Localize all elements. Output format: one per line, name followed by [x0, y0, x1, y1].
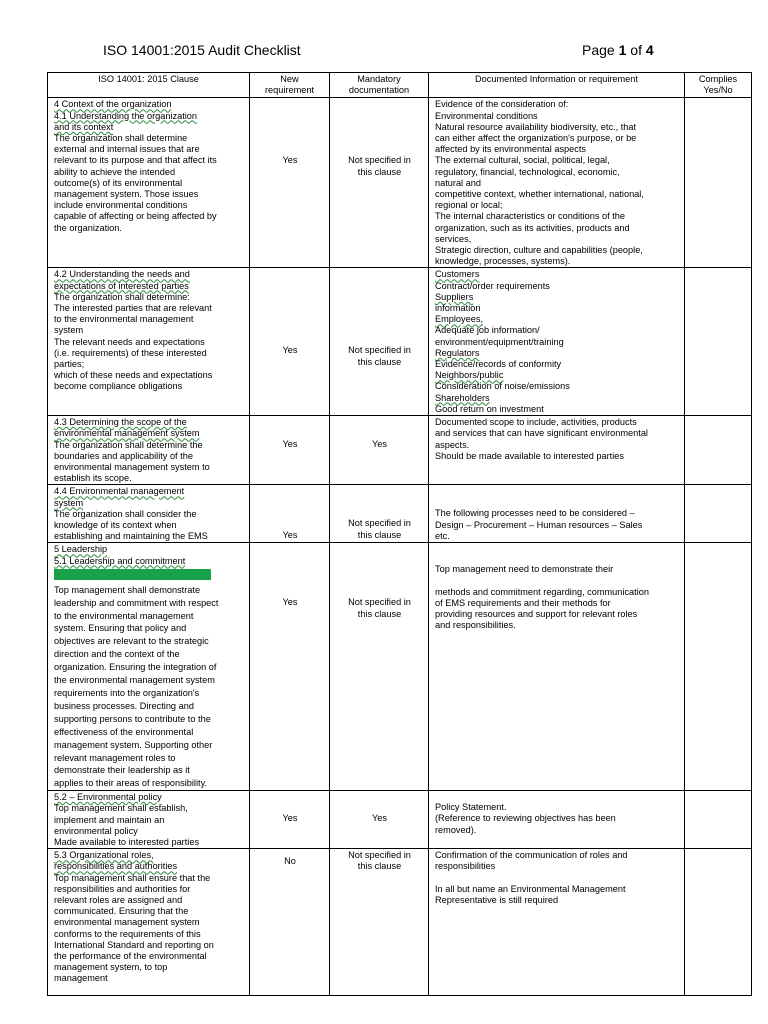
documented-information-cell: Documented scope to include, activities, products and services that can have significant environmental aspects. Should be made available to interested parties	[429, 416, 685, 485]
table-row	[48, 268, 752, 416]
table-row	[48, 98, 752, 268]
complies-cell[interactable]	[685, 98, 752, 268]
table-row	[48, 485, 752, 543]
mandatory-documentation-cell: Not specified in this clause	[330, 98, 429, 268]
page-indicator: Page 1 of 4	[582, 42, 654, 58]
documented-information-cell: The following processes need to be considered – Design – Procurement – Human resources – Sales etc.	[429, 485, 685, 543]
documented-information-cell: Policy Statement. (Reference to reviewing objectives has been removed).	[429, 791, 685, 849]
documented-information-cell: Top management need to demonstrate their methods and commitment regarding, communication of EMS requirements and their methods for providing resources and support for relevant roles and responsibilities.	[429, 543, 685, 791]
clause-cell: 5.3 Organizational roles, responsibilities and authorities Top management shall ensure that the responsibilities and authorities for relevant roles are assigned and communicated. Ensuring that the environmental management system conforms to the requirements of this International Standard and reporting on the performance of the environmental management system, to top management	[48, 849, 250, 996]
complies-cell[interactable]	[685, 543, 752, 791]
mandatory-documentation-cell: Not specified in this clause	[330, 849, 429, 996]
table-row	[48, 543, 752, 791]
new-requirement-cell: Yes	[250, 543, 330, 791]
new-requirement-cell: Yes	[250, 268, 330, 416]
highlight-bar	[54, 569, 211, 580]
clause-cell: 4 Context of the organization 4.1 Understanding the organization and its context The organization shall determine external and internal issues that are relevant to its purpose and that affect its ability to achieve the intended outcome(s) of its environmental management system. Those issues include environmental conditions capable of affecting or being affected by the organization.	[48, 98, 250, 268]
clause-cell: 4.2 Understanding the needs and expectations of interested parties The organization shall determine: The interested parties that are relevant to the environmental management system The relevant needs and expectations (i.e. requirements) of these interested parties; which of these needs and expectations become compliance obligations	[48, 268, 250, 416]
mandatory-documentation-cell: Not specified in this clause	[330, 485, 429, 543]
col-header-clause: ISO 14001: 2015 Clause	[48, 73, 250, 98]
document-title: ISO 14001:2015 Audit Checklist	[103, 42, 301, 58]
table-row	[48, 416, 752, 485]
complies-cell[interactable]	[685, 416, 752, 485]
audit-checklist-table	[47, 72, 752, 996]
col-header-mandatory-documentation: Mandatory documentation	[330, 73, 429, 98]
new-requirement-cell: Yes	[250, 98, 330, 268]
clause-cell: 5 Leadership 5.1 Leadership and commitment Top management shall demonstrate leadership and commitment with respect to the environmental management system. Ensuring that policy and objectives are relevant to the strategic direction and the context of the organization. Ensuring the integration of the environmental management system requirements into the organization's business processes. Directing and supporting persons to contribute to the effectiveness of the environmental management system. Supporting other relevant management roles to demonstrate their leadership as it applies to their areas of responsibility.	[48, 543, 250, 791]
table-row	[48, 791, 752, 849]
new-requirement-cell: Yes	[250, 485, 330, 543]
documented-information-cell: Customers Contract/order requirements Suppliers information Employees, Adequate job information/ environment/equipment/training Regulators Evidence/records of conformity Neighbors/public Consideration of noise/emissions Shareholders Good return on investment	[429, 268, 685, 416]
clause-cell: 4.4 Environmental management system The organization shall consider the knowledge of its context when establishing and maintaining the EMS	[48, 485, 250, 543]
complies-cell[interactable]	[685, 268, 752, 416]
table-row	[48, 849, 752, 996]
col-header-complies: Complies Yes/No	[685, 73, 752, 98]
complies-cell[interactable]	[685, 485, 752, 543]
col-header-new-requirement: New requirement	[250, 73, 330, 98]
clause-cell: 4.3 Determining the scope of the environmental management system The organization shall determine the boundaries and applicability of the environmental management system to establish its scope.	[48, 416, 250, 485]
mandatory-documentation-cell: Yes	[330, 416, 429, 485]
complies-cell[interactable]	[685, 791, 752, 849]
mandatory-documentation-cell: Yes	[330, 791, 429, 849]
new-requirement-cell: Yes	[250, 791, 330, 849]
col-header-documented-information: Documented Information or requirement	[429, 73, 685, 98]
documented-information-cell: Evidence of the consideration of: Environmental conditions Natural resource availability biodiversity, etc., that can either affect the organization's purpose, or be affected by its environmental aspects The external cultural, social, political, legal, regulatory, financial, technological, economic, natural and competitive context, whether international, national, regional or local; The internal characteristics or conditions of the organization, such as its activities, products and services, Strategic direction, culture and capabilities (people, knowledge, processes, systems).	[429, 98, 685, 268]
documented-information-cell: Confirmation of the communication of roles and responsibilities In all but name an Environmental Management Representative is still required	[429, 849, 685, 996]
mandatory-documentation-cell: Not specified in this clause	[330, 268, 429, 416]
table-header-row	[48, 73, 752, 98]
complies-cell[interactable]	[685, 849, 752, 996]
clause-cell: 5.2 – Environmental policy Top management shall establish, implement and maintain an environmental policy Made available to interested parties	[48, 791, 250, 849]
new-requirement-cell: Yes	[250, 416, 330, 485]
new-requirement-cell: No	[250, 849, 330, 996]
mandatory-documentation-cell: Not specified in this clause	[330, 543, 429, 791]
